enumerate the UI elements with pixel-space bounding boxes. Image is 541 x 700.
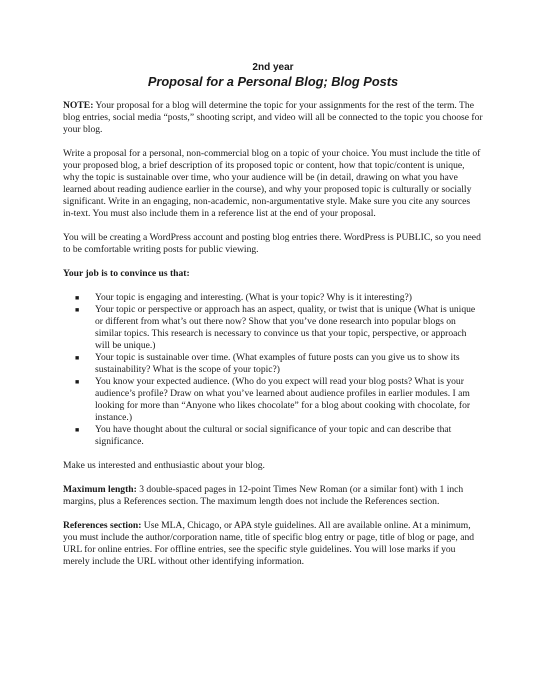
spacer	[63, 508, 483, 520]
document-page	[63, 62, 483, 568]
spacer	[63, 472, 483, 484]
square-bullet-icon: ■	[75, 426, 80, 434]
list-item-text: Your topic is sustainable over time. (What examples of future posts can you give us to show its sustainability? What is the scope of your topic?)	[95, 352, 460, 375]
list-item	[63, 292, 483, 304]
job-heading: Your job is to convince us that:	[63, 268, 190, 279]
list-item-text: Your topic or perspective or approach has an aspect, quality, or twist that is unique (What is unique or different from what’s out there now? Show that you’ve done research into popular blogs on similar topics. This research is necessary to convince us that your topic, perspective, or approach will be unique.)	[95, 304, 476, 351]
spacer	[63, 89, 483, 100]
closing-paragraph: Make us interested and enthusiastic about your blog.	[63, 460, 265, 471]
references-label: References section:	[63, 520, 142, 531]
list-item-text: Your topic is engaging and interesting. (What is your topic? Why is it interesting?)	[95, 292, 412, 303]
references-paragraph	[63, 520, 483, 568]
list-item-text: You have thought about the cultural or social significance of your topic and can describe that significance.	[95, 424, 452, 447]
document-header	[63, 62, 483, 89]
document-title: Proposal for a Personal Blog; Blog Posts	[147, 74, 399, 89]
spacer	[63, 256, 483, 268]
list-item	[63, 424, 483, 448]
max-length-label: Maximum length:	[63, 484, 137, 495]
square-bullet-icon: ■	[75, 306, 80, 314]
note-label: NOTE:	[63, 100, 94, 111]
spacer	[63, 220, 483, 232]
list-item	[63, 352, 483, 376]
max-length-paragraph	[63, 484, 483, 508]
note-text: Your proposal for a blog will determine the topic for your assignments for the rest of the term. The blog entries, social media “posts,” shooting script, and video will all be connected to the topic you choose for your blog.	[63, 100, 483, 135]
square-bullet-icon: ■	[75, 378, 80, 386]
wordpress-paragraph: You will be creating a WordPress account and posting blog entries there. WordPress is PUBLIC, so you need to be comfortable writing posts for public viewing.	[63, 232, 481, 255]
instructions-paragraph: Write a proposal for a personal, non-commercial blog on a topic of your choice. You must include the title of your proposed blog, a brief description of its proposed topic or content, how that topic/content is unique, why the topic is sustainable over time, who your audience will be (in detail, drawing on what you have learned about reading audience earlier in the course), and why your proposed topic is culturally or socially significant. Write in an engaging, non-academic, non-argumentative style. Make sure you cite any sources in-text. You must also include them in a reference list at the end of your proposal.	[63, 148, 481, 219]
references-text: Use MLA, Chicago, or APA style guidelines. All are available online. At a minimum, you must include the author/corporation name, title of specific blog entry or page, title of blog or page, and URL for online entries. For offline entries, see the specific style guidelines. You will lose marks if you merely include the URL without other identifying information.	[63, 520, 475, 567]
criteria-list	[63, 292, 483, 448]
spacer	[63, 136, 483, 148]
spacer	[63, 280, 483, 292]
note-paragraph	[63, 100, 483, 136]
square-bullet-icon: ■	[75, 294, 80, 302]
spacer	[63, 448, 483, 460]
square-bullet-icon: ■	[75, 354, 80, 362]
year-label: 2nd year	[252, 62, 294, 73]
list-item	[63, 376, 483, 424]
list-item	[63, 304, 483, 352]
list-item-text: You know your expected audience. (Who do you expect will read your blog posts? What is your audience’s profile? Draw on what you’ve learned about audience profiles in earlier modules. I am looking for more than “Anyone who likes chocolate” for a blog about cooking with chocolate, for instance.)	[95, 376, 471, 423]
max-length-text: 3 double-spaced pages in 12-point Times New Roman (or a similar font) with 1 inch margins, plus a References section. The maximum length does not include the References section.	[63, 484, 464, 507]
